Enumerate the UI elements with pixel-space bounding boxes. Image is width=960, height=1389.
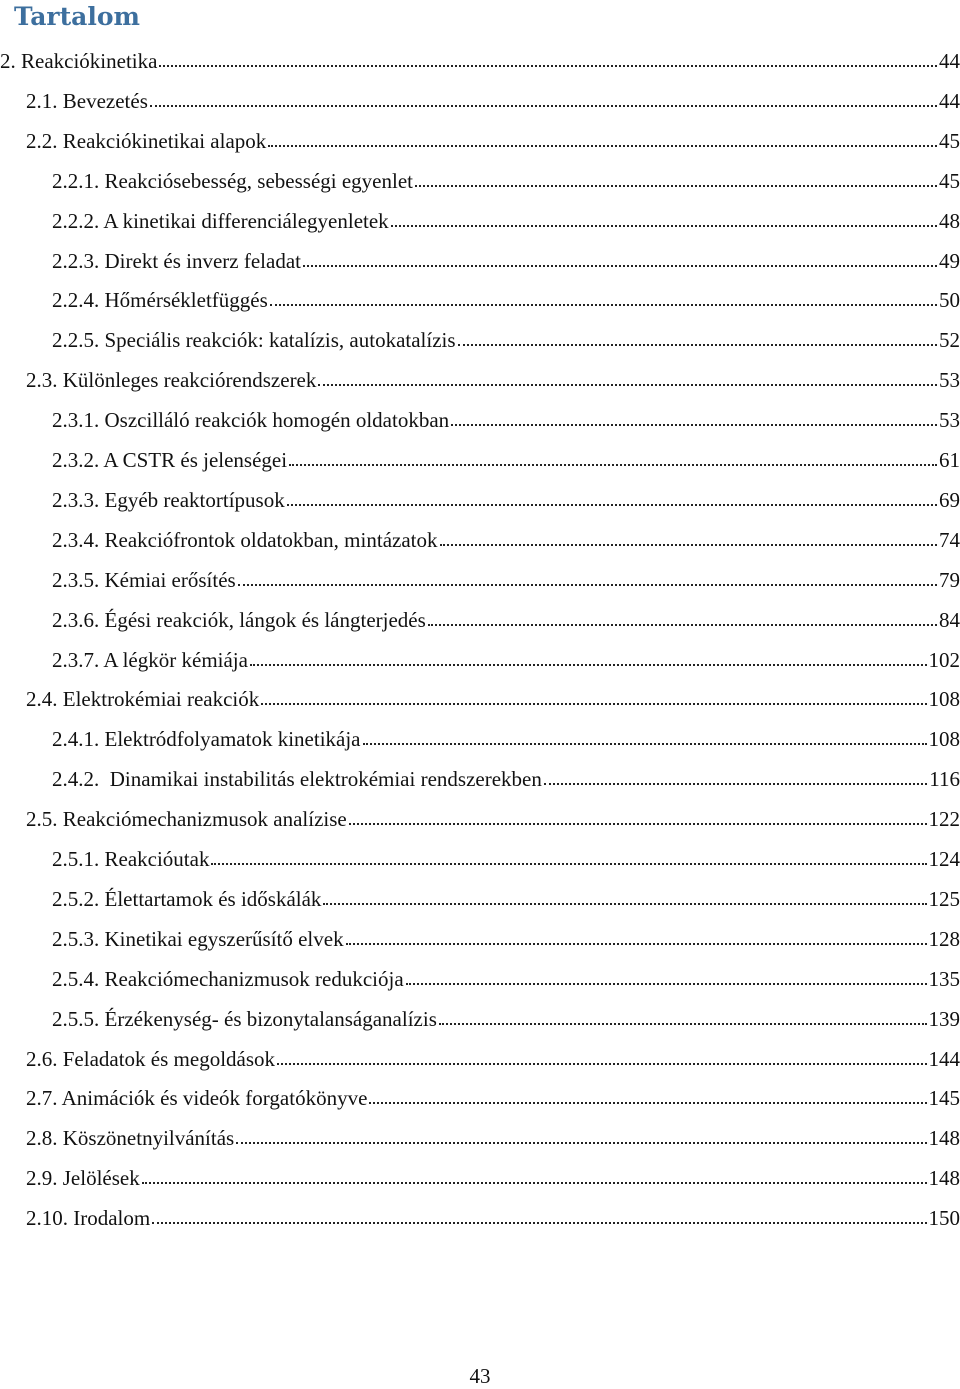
toc-entry-title: 2.5. Reakciómechanizmusok analízise [26, 807, 347, 832]
toc-entry-title: 2.5.5. Érzékenység- és bizonytalanságanalízis [52, 1006, 437, 1031]
toc-entry-page: 61 [939, 448, 960, 472]
toc-entry-title: 2.2.3. Direkt és inverz feladat [52, 248, 301, 273]
toc-entry-title: 2.2.2. A kinetikai differenciálegyenletek [52, 208, 389, 233]
dot-leader [406, 983, 927, 985]
toc-entry[interactable] [0, 352, 960, 392]
toc-entry[interactable] [0, 33, 960, 73]
toc-entry-page: 53 [939, 368, 960, 393]
toc-entry[interactable] [0, 392, 960, 432]
dot-leader [458, 344, 937, 346]
toc-entry[interactable] [0, 1070, 960, 1110]
toc-entry[interactable] [0, 751, 960, 791]
dot-leader [142, 1182, 927, 1184]
toc-entry-page: 128 [928, 926, 960, 951]
dot-leader [211, 863, 926, 865]
toc-entry-title: 2.7. Animációk és videók forgatókönyve [26, 1086, 368, 1111]
dot-leader [250, 664, 927, 666]
dot-leader [287, 504, 937, 506]
dot-leader [363, 743, 927, 745]
toc-entry[interactable] [0, 991, 960, 1031]
toc-entry-page: 45 [939, 168, 960, 193]
toc-entry-title: 2.4. Elektrokémiai reakciók [26, 687, 260, 712]
toc-entry-title: 2.1. Bevezetés [26, 88, 148, 113]
toc-entry[interactable] [0, 472, 960, 512]
toc-entry-page: 116 [929, 767, 960, 792]
dot-leader [289, 464, 937, 466]
toc-entry[interactable] [0, 432, 960, 472]
dot-leader [270, 304, 937, 306]
toc-entry-page: 122 [928, 807, 960, 832]
toc-entry-title: 2.10. Irodalom [26, 1206, 151, 1231]
toc-entry-title: 2.3.1. Oszcilláló reakciók homogén oldatokban [52, 408, 450, 433]
dot-leader [303, 265, 937, 267]
dot-leader [318, 384, 937, 386]
toc-entry-title: 2.4.1. Elektródfolyamatok kinetikája [52, 727, 361, 752]
toc-entry-page: 53 [939, 408, 960, 433]
dot-leader [150, 105, 937, 107]
toc-entry-page: 52 [939, 328, 960, 353]
toc-entry-page: 49 [939, 248, 960, 273]
toc-entry[interactable] [0, 791, 960, 831]
toc-heading: Tartalom [14, 2, 140, 31]
toc-entry[interactable] [0, 951, 960, 991]
toc-entry[interactable] [0, 193, 960, 233]
toc-entry-page: 135 [928, 966, 960, 991]
page-number: 43 [469, 1364, 491, 1388]
toc-entry-page: 125 [928, 886, 960, 911]
toc-entry-title: 2.5.2. Élettartamok és időskálák [52, 886, 322, 911]
toc-entry[interactable] [0, 1190, 960, 1230]
toc-entry[interactable] [0, 711, 960, 751]
toc-entry-page: 69 [939, 487, 960, 512]
toc-entry-page: 44 [939, 88, 960, 113]
dot-leader [439, 1023, 927, 1025]
dot-leader [277, 1063, 926, 1065]
toc-entry[interactable] [0, 911, 960, 951]
toc-entry-page: 148 [928, 1126, 960, 1151]
toc-entry-page: 84 [939, 607, 960, 632]
toc-entry-page: 150 [928, 1206, 960, 1231]
toc-entry[interactable] [0, 671, 960, 711]
toc-entry-title: 2.5.1. Reakcióutak [52, 847, 210, 871]
toc-entry-title: 2.3.5. Kémiai erősítés [52, 567, 236, 592]
dot-leader [152, 1222, 926, 1224]
toc-entry-title: 2.3.7. A légkör kémiája [52, 647, 248, 672]
toc-entry-title: 2.3.6. Égési reakciók, lángok és lángterjedés [52, 607, 426, 632]
toc-entry-page: 124 [928, 847, 960, 871]
toc-entry-title: 2.2.5. Speciális reakciók: katalízis, autokatalízis [52, 328, 456, 353]
dot-leader [159, 65, 937, 67]
toc-entry[interactable] [0, 552, 960, 592]
dot-leader [349, 823, 927, 825]
toc-entry-page: 48 [939, 208, 960, 233]
toc-entry-page: 74 [939, 527, 960, 552]
dot-leader [236, 1142, 926, 1144]
toc-entry[interactable] [0, 233, 960, 273]
toc-entry[interactable] [0, 512, 960, 552]
dot-leader [323, 903, 926, 905]
toc-entry-title: 2.3.3. Egyéb reaktortípusok [52, 487, 285, 512]
toc-entry[interactable] [0, 632, 960, 672]
toc-entry-page: 108 [928, 727, 960, 752]
dot-leader [440, 544, 938, 546]
toc-entry-title: 2.2. Reakciókinetikai alapok [26, 128, 267, 153]
toc-entry-title: 2.2.4. Hőmérsékletfüggés [52, 288, 268, 313]
dot-leader [391, 225, 937, 227]
toc-entry-page: 108 [928, 687, 960, 712]
toc-entry-page: 144 [928, 1046, 960, 1071]
dot-leader [238, 584, 937, 586]
toc-entry-title: 2.3. Különleges reakciórendszerek [26, 368, 317, 393]
toc-entry[interactable] [0, 153, 960, 193]
toc-entry[interactable] [0, 312, 960, 352]
toc-entry[interactable] [0, 831, 960, 871]
toc-entry[interactable] [0, 113, 960, 153]
toc-entry[interactable] [0, 1031, 960, 1071]
toc-entry[interactable] [0, 1150, 960, 1190]
toc-entry-title: 2.3.2. A CSTR és jelenségei [52, 448, 288, 472]
toc-entry[interactable] [0, 73, 960, 113]
toc-entry-title: 2.8. Köszönetnyilvánítás [26, 1126, 235, 1151]
toc-entry-page: 139 [928, 1006, 960, 1031]
dot-leader [346, 943, 927, 945]
toc-entry[interactable] [0, 592, 960, 632]
toc-entry-page: 148 [928, 1166, 960, 1191]
toc-entry-page: 79 [939, 567, 960, 592]
toc-entry-title: 2.2.1. Reakciósebesség, sebességi egyenlet [52, 168, 413, 193]
toc-entry-title: 2.4.2. Dinamikai instabilitás elektrokémiai rendszerekben [52, 767, 542, 792]
toc-entry[interactable] [0, 272, 960, 312]
toc-entry-title: 2. Reakciókinetika [0, 49, 158, 73]
dot-leader [369, 1102, 926, 1104]
toc-entry-page: 50 [939, 288, 960, 313]
dot-leader [451, 424, 937, 426]
toc-entry[interactable] [0, 871, 960, 911]
dot-leader [268, 145, 937, 147]
toc-entry-title: 2.6. Feladatok és megoldások [26, 1046, 276, 1071]
toc-entry[interactable] [0, 1110, 960, 1150]
toc-entry-page: 45 [939, 128, 960, 153]
toc-entry-title: 2.5.4. Reakciómechanizmusok redukciója [52, 966, 404, 991]
toc-entry-title: 2.5.3. Kinetikai egyszerűsítő elvek [52, 926, 344, 951]
dot-leader [261, 703, 926, 705]
dot-leader [415, 185, 937, 187]
dot-leader [428, 624, 937, 626]
dot-leader [544, 783, 927, 785]
toc-entry-page: 102 [928, 647, 960, 672]
toc-entry-page: 145 [928, 1086, 960, 1111]
toc-entry-title: 2.9. Jelölések [26, 1166, 140, 1191]
toc-entry-page: 44 [939, 49, 960, 73]
toc-entry-title: 2.3.4. Reakciófrontok oldatokban, mintázatok [52, 527, 438, 552]
